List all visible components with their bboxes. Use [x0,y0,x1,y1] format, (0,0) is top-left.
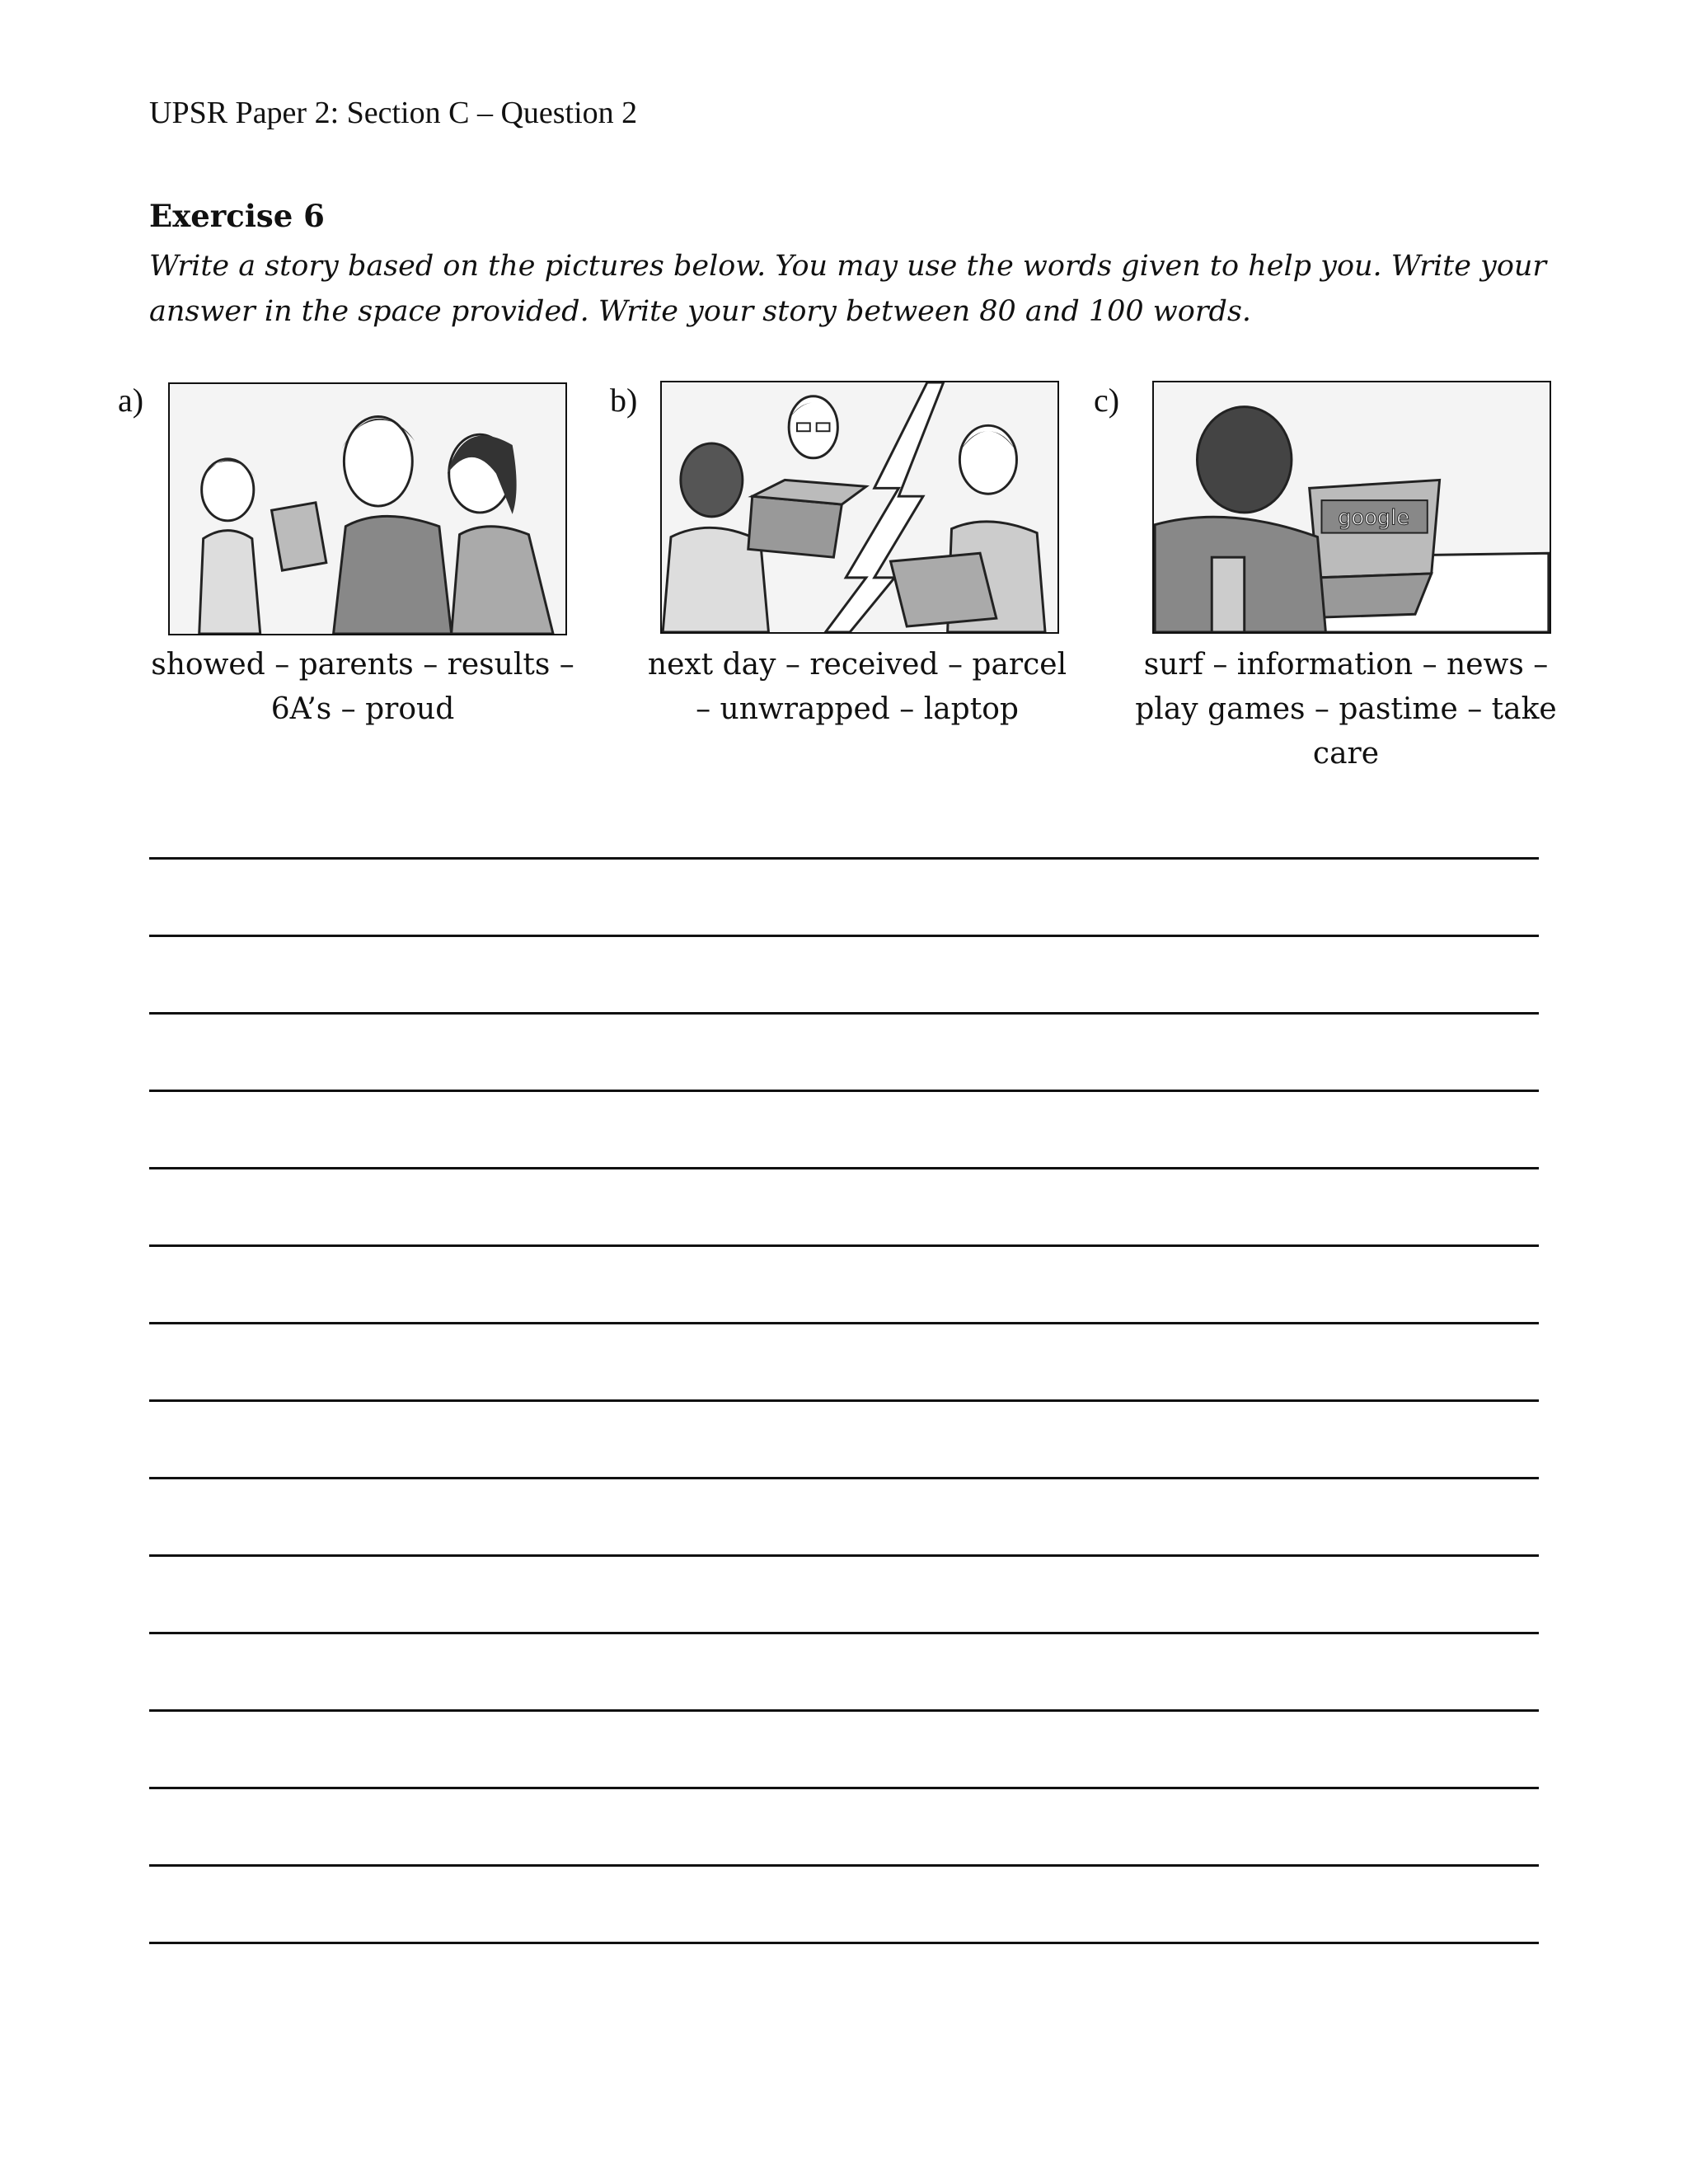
picture-c-label: c) [1094,382,1120,419]
answer-line[interactable] [149,1864,1539,1867]
family-results-illustration [170,384,565,634]
answer-line[interactable] [149,1244,1539,1247]
picture-a [168,382,567,635]
exercise-title: Exercise 6 [149,198,325,234]
picture-a-caption: showed – parents – results – 6A’s – proud [151,648,574,726]
exercise-instructions: Write a story based on the pictures below. You may use the words given to help you. Write your answer in the space provided. Write your story between 80 and 100 words. [149,250,1547,328]
answer-line[interactable] [149,1709,1539,1712]
page-header: UPSR Paper 2: Section C – Question 2 [149,96,638,130]
picture-b-caption: next day – received – parcel – unwrapped – laptop [647,648,1067,726]
picture-c-caption: surf – information – news – play games – pastime – take care [1135,648,1557,771]
answer-line[interactable] [149,1787,1539,1789]
picture-a-label: a) [118,382,144,419]
picture-b-label: b) [610,382,638,419]
screen-search-text: google [1338,505,1410,531]
answer-line[interactable] [149,857,1539,860]
answer-line[interactable] [149,935,1539,937]
answer-line[interactable] [149,1399,1539,1402]
picture-b [660,381,1059,634]
answer-line[interactable] [149,1167,1539,1169]
answer-line[interactable] [149,1477,1539,1479]
answer-line[interactable] [149,1090,1539,1092]
picture-c [1152,381,1551,634]
boy-at-laptop-illustration [1154,382,1550,632]
answer-line[interactable] [149,1632,1539,1634]
answer-line[interactable] [149,1322,1539,1324]
answer-line[interactable] [149,1554,1539,1557]
parcel-laptop-illustration [662,382,1057,632]
answer-line[interactable] [149,1942,1539,1944]
answer-line[interactable] [149,1012,1539,1015]
